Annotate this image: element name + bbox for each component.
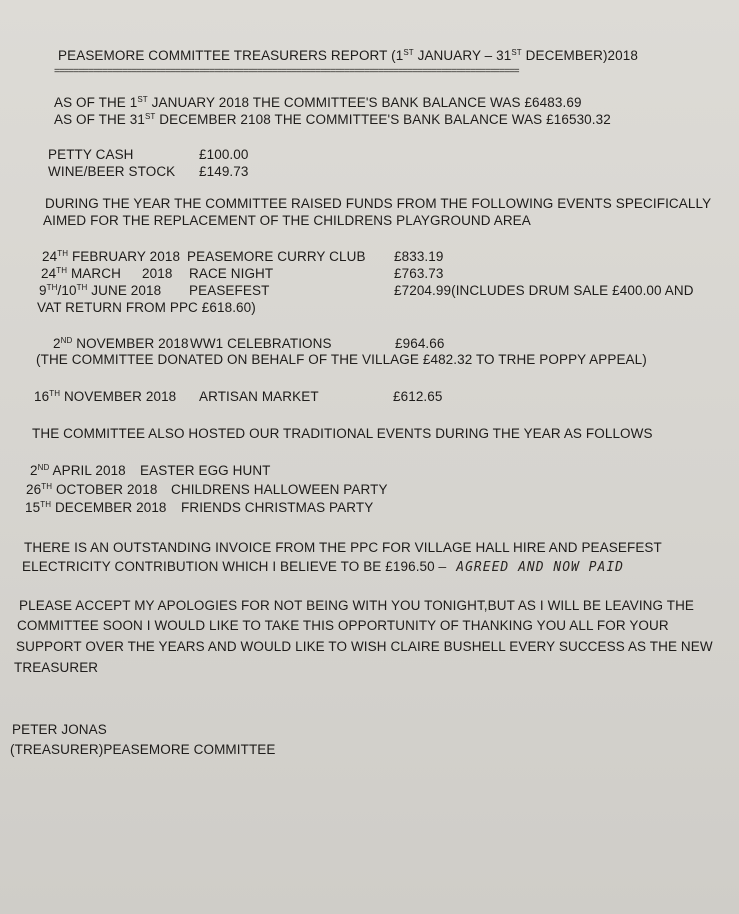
traditional-event-name: EASTER EGG HUNT bbox=[140, 463, 271, 478]
invoice-line-1: THERE IS AN OUTSTANDING INVOICE FROM THE PPC FOR VILLAGE HALL HIRE AND PEASEFEST bbox=[24, 540, 662, 555]
ww1-note: (THE COMMITTEE DONATED ON BEHALF OF THE VILLAGE £482.32 TO TRHE POPPY APPEAL) bbox=[36, 352, 647, 367]
apology-line-2: COMMITTEE SOON I WOULD LIKE TO TAKE THIS OPPORTUNITY OF THANKING YOU ALL FOR YOUR bbox=[17, 618, 669, 633]
event-note: VAT RETURN FROM PPC £618.60) bbox=[37, 300, 256, 315]
event-name: PEASEFEST bbox=[189, 283, 270, 298]
fundraising-intro-2: AIMED FOR THE REPLACEMENT OF THE CHILDRENS PLAYGROUND AREA bbox=[43, 213, 531, 228]
closing-balance: AS OF THE 31ST DECEMBER 2108 THE COMMITTEE'S BANK BALANCE WAS £16530.32 bbox=[54, 112, 611, 127]
wine-beer-label: WINE/BEER STOCK bbox=[48, 164, 176, 179]
event-row: 24TH MARCH bbox=[41, 266, 121, 281]
event-row: 24TH FEBRUARY 2018 bbox=[42, 249, 181, 264]
event-amount: £763.73 bbox=[394, 266, 444, 281]
report-title: PEASEMORE COMMITTEE TREASURERS REPORT (1ST JANUARY – 31ST DECEMBER)2018 bbox=[58, 48, 638, 63]
artisan-event: 16TH NOVEMBER 2018 bbox=[34, 389, 177, 404]
traditional-event: 15TH DECEMBER 2018 bbox=[25, 500, 167, 515]
apology-line-4: TREASURER bbox=[14, 660, 99, 675]
title-underline: ================================================================================================ bbox=[54, 66, 519, 77]
petty-cash-value: £100.00 bbox=[199, 147, 249, 162]
artisan-amount: £612.65 bbox=[393, 389, 443, 404]
event-name: PEASEMORE CURRY CLUB bbox=[187, 249, 366, 264]
traditional-event-name: FRIENDS CHRISTMAS PARTY bbox=[181, 500, 374, 515]
artisan-name: ARTISAN MARKET bbox=[199, 389, 319, 404]
ww1-amount: £964.66 bbox=[395, 336, 445, 351]
fundraising-intro-1: DURING THE YEAR THE COMMITTEE RAISED FUNDS FROM THE FOLLOWING EVENTS SPECIFICALLY bbox=[45, 196, 712, 211]
event-name: RACE NIGHT bbox=[189, 266, 274, 281]
invoice-line-2: ELECTRICITY CONTRIBUTION WHICH I BELIEVE TO BE £196.50 – AGREED AND NOW PAID bbox=[22, 559, 624, 575]
event-amount: £7204.99(INCLUDES DRUM SALE £400.00 AND bbox=[394, 283, 694, 298]
petty-cash-label: PETTY CASH bbox=[48, 147, 134, 162]
traditional-event: 2ND APRIL 2018 bbox=[30, 463, 126, 478]
traditional-event-name: CHILDRENS HALLOWEEN PARTY bbox=[171, 482, 388, 497]
handwritten-annotation: – AGREED AND NOW PAID bbox=[438, 560, 624, 575]
traditional-event: 26TH OCTOBER 2018 bbox=[26, 482, 158, 497]
ww1-name: WW1 CELEBRATIONS bbox=[190, 336, 332, 351]
event-year: 2018 bbox=[142, 266, 173, 281]
signatory-role: (TREASURER)PEASEMORE COMMITTEE bbox=[10, 742, 276, 757]
wine-beer-value: £149.73 bbox=[199, 164, 249, 179]
traditional-intro: THE COMMITTEE ALSO HOSTED OUR TRADITIONAL EVENTS DURING THE YEAR AS FOLLOWS bbox=[32, 426, 653, 441]
opening-balance: AS OF THE 1ST JANUARY 2018 THE COMMITTEE'S BANK BALANCE WAS £6483.69 bbox=[54, 95, 582, 110]
ww1-event: 2ND NOVEMBER 2018 bbox=[53, 336, 189, 351]
event-row: 9TH/10TH JUNE 2018 bbox=[39, 283, 162, 298]
signatory-name: PETER JONAS bbox=[12, 722, 107, 737]
event-amount: £833.19 bbox=[394, 249, 444, 264]
apology-line-3: SUPPORT OVER THE YEARS AND WOULD LIKE TO WISH CLAIRE BUSHELL EVERY SUCCESS AS THE NEW bbox=[16, 639, 713, 654]
apology-line-1: PLEASE ACCEPT MY APOLOGIES FOR NOT BEING WITH YOU TONIGHT,BUT AS I WILL BE LEAVING THE bbox=[19, 598, 695, 613]
